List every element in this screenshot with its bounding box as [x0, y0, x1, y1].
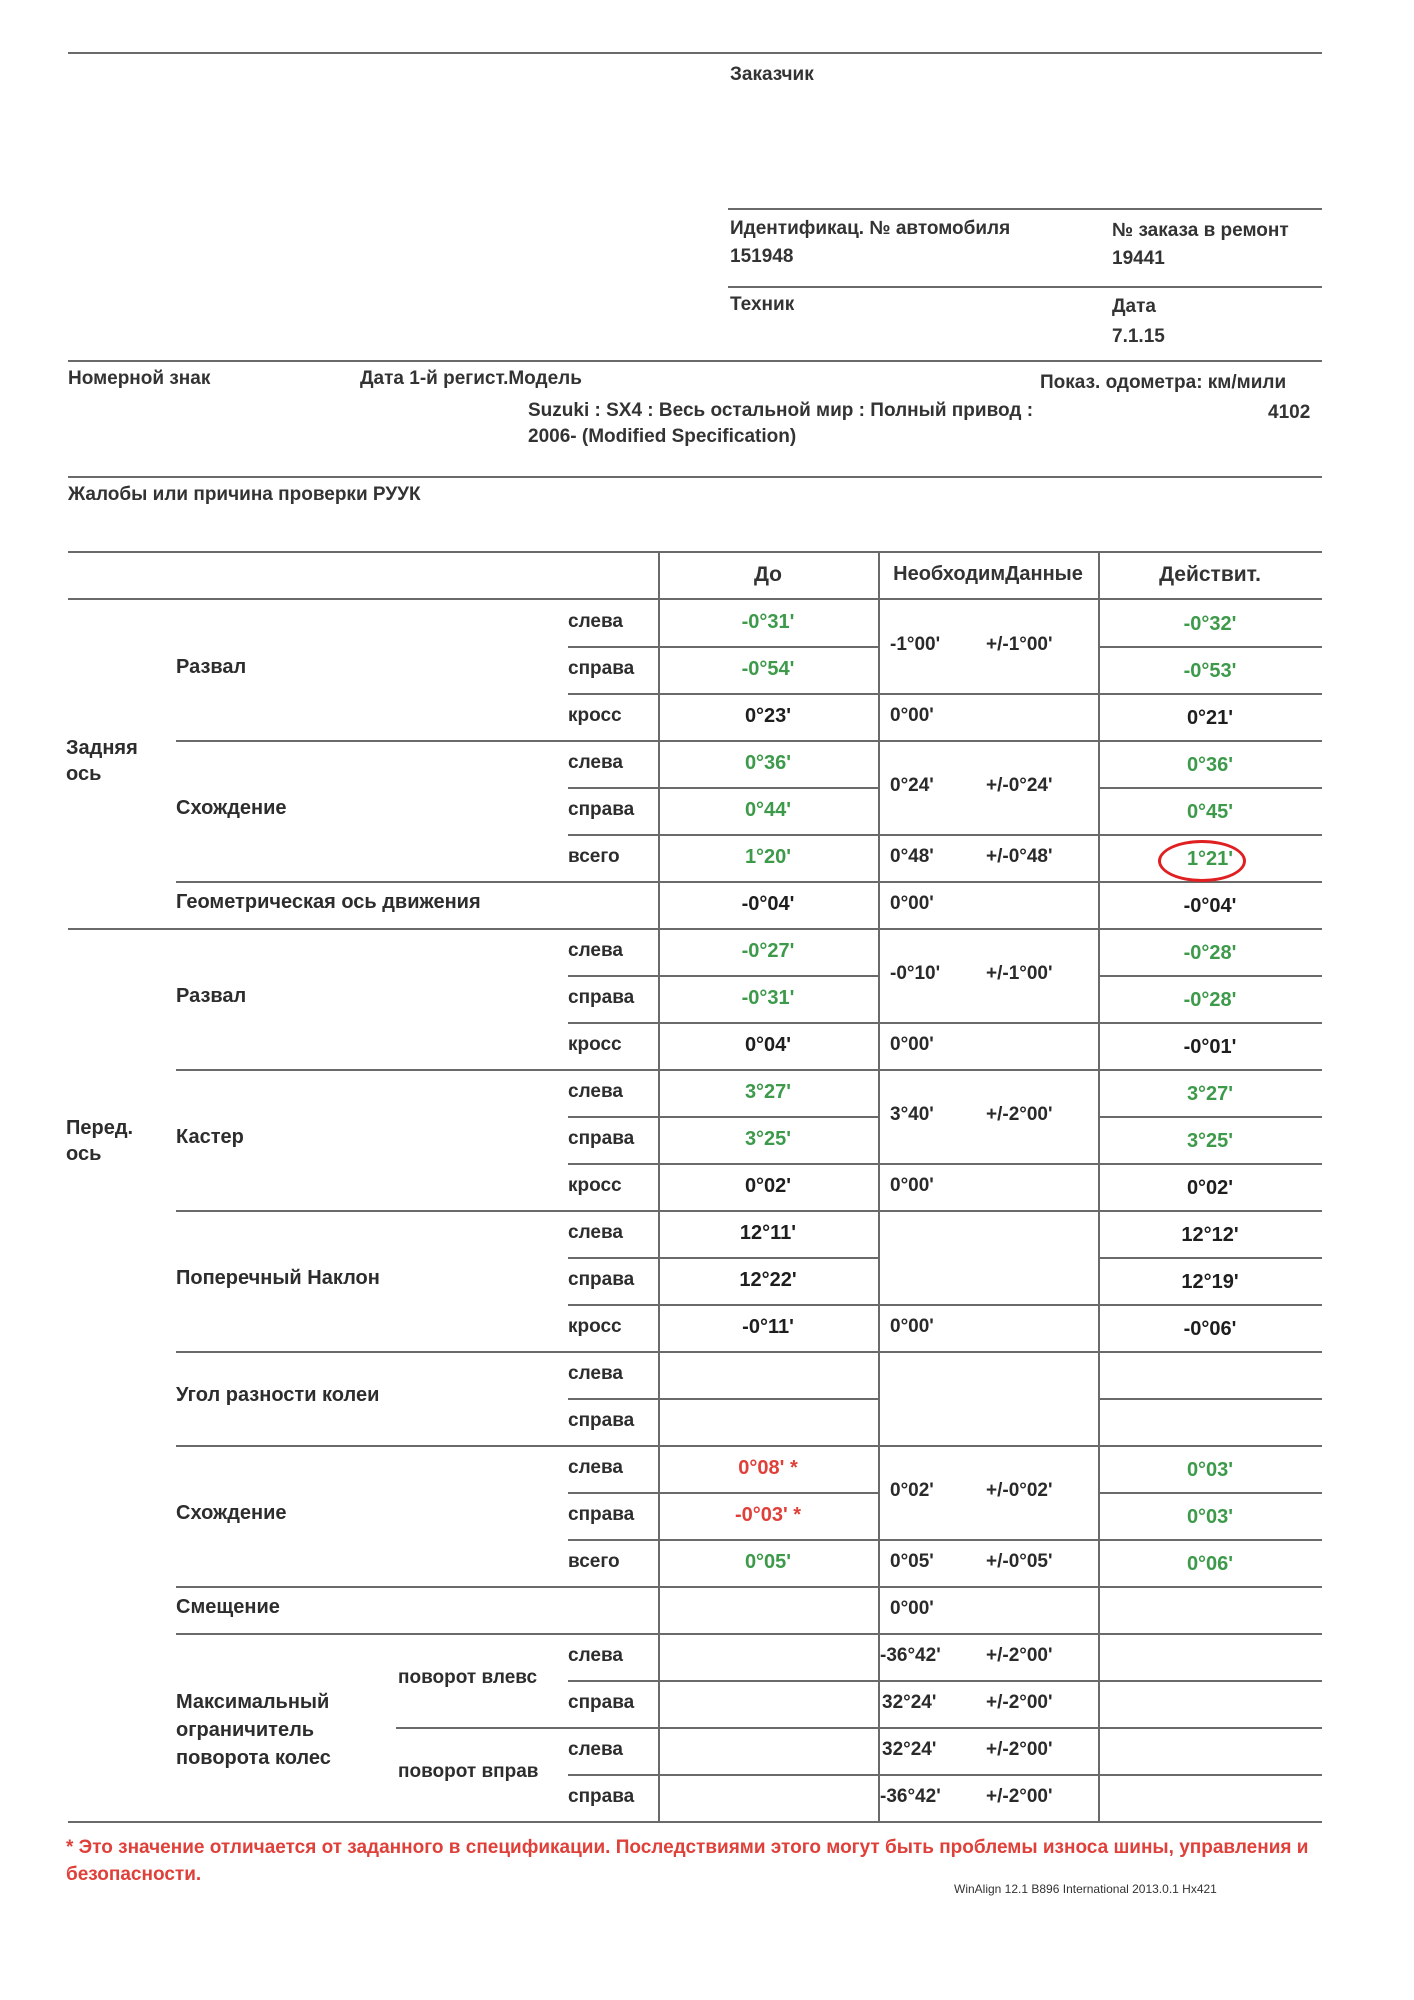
spec-nominal: 0°00'	[890, 705, 934, 726]
spec-nominal: 0°00'	[890, 893, 934, 914]
side-label: справа	[568, 1692, 635, 1713]
row-rule	[1098, 1492, 1322, 1494]
side-label: справа	[568, 1128, 635, 1149]
header-rule-1	[728, 208, 1322, 210]
before-value-out-of-spec: -0°03' *	[734, 1504, 802, 1526]
before-value: -0°27'	[741, 940, 795, 962]
actual-value: -0°53'	[1183, 660, 1237, 682]
side-label: справа	[568, 658, 635, 679]
spec-tolerance: +/-0°02'	[986, 1480, 1053, 1501]
before-value: 0°44'	[744, 799, 792, 821]
row-rule	[568, 1116, 878, 1118]
spec-nominal: 0°00'	[890, 1316, 934, 1337]
row-rule	[568, 787, 878, 789]
spec-nominal: 32°24'	[882, 1692, 937, 1713]
actual-value: 0°03'	[1186, 1459, 1234, 1481]
side-label: слева	[568, 1363, 623, 1384]
spec-nominal: 0°02'	[890, 1480, 934, 1501]
row-rule	[176, 740, 1322, 742]
row-rule	[176, 1445, 1322, 1447]
odometer-label: Показ. одометра: км/мили	[1040, 372, 1287, 393]
spec-nominal: -0°10'	[890, 963, 941, 984]
row-rule	[568, 1398, 878, 1400]
spec-tolerance: +/-2°00'	[986, 1645, 1053, 1666]
side-label: справа	[568, 1504, 635, 1525]
side-label: кросс	[568, 705, 622, 726]
spec-tolerance: +/-1°00'	[986, 963, 1053, 984]
header-rule-2	[728, 286, 1322, 288]
turn-right-label: поворот вправ	[398, 1761, 539, 1782]
header-rule-4	[68, 476, 1322, 478]
spec-tolerance: +/-0°48'	[986, 846, 1053, 867]
side-label: слева	[568, 611, 623, 632]
side-label: кросс	[568, 1316, 622, 1337]
actual-value: 3°27'	[1186, 1083, 1234, 1105]
header-rule-3	[68, 360, 1322, 362]
actual-value: -0°06'	[1183, 1318, 1237, 1340]
before-value: 0°05'	[744, 1551, 792, 1573]
before-value: 0°23'	[744, 705, 792, 727]
rear-axis-label: Задняя ось	[66, 737, 138, 785]
side-label: кросс	[568, 1175, 622, 1196]
col-required-header: НеобходимДанные	[893, 563, 1083, 585]
group-label: Геометрическая ось движения	[176, 891, 481, 913]
row-rule	[568, 1304, 1322, 1306]
model-line-1: Suzuki : SX4 : Весь остальной мир : Полный привод :	[528, 400, 1034, 421]
actual-value: 0°03'	[1186, 1506, 1234, 1528]
before-value: -0°04'	[741, 893, 795, 915]
odometer-value: 4102	[1268, 402, 1311, 423]
group-label: Кастер	[176, 1126, 244, 1148]
turn-left-label: поворот влевс	[398, 1667, 538, 1688]
side-label: слева	[568, 1222, 623, 1243]
group-label: Развал	[176, 985, 247, 1007]
red-circle-highlight	[1158, 840, 1246, 882]
group-label: Схождение	[176, 797, 287, 819]
side-label: слева	[568, 1739, 623, 1760]
actual-value: -0°28'	[1183, 989, 1237, 1011]
row-rule	[176, 1069, 1322, 1071]
actual-value: 0°45'	[1186, 801, 1234, 823]
order-label: № заказа в ремонт	[1112, 220, 1289, 241]
side-label: справа	[568, 1410, 635, 1431]
actual-value: 0°21'	[1186, 707, 1234, 729]
before-value: 0°36'	[744, 752, 792, 774]
side-label: слева	[568, 940, 623, 961]
actual-value: -0°01'	[1183, 1036, 1237, 1058]
row-rule	[568, 1163, 1322, 1165]
before-value: -0°31'	[741, 611, 795, 633]
customer-label: Заказчик	[730, 64, 814, 85]
row-rule	[568, 1680, 1322, 1682]
vin-value: 151948	[730, 246, 794, 267]
before-value: -0°54'	[741, 658, 795, 680]
side-label: слева	[568, 1081, 623, 1102]
spec-nominal: 0°24'	[890, 775, 934, 796]
table-bottom-rule	[68, 1821, 1322, 1823]
spec-nominal: 0°00'	[890, 1598, 934, 1619]
vin-label: Идентификац. № автомобиля	[730, 218, 1011, 239]
group-label: Поперечный Наклон	[176, 1267, 380, 1289]
spec-nominal: 0°00'	[890, 1034, 934, 1055]
spec-nominal: -1°00'	[890, 634, 941, 655]
row-rule	[568, 1257, 878, 1259]
actual-value-highlighted: 1°21'	[1186, 848, 1234, 870]
table-header-rule	[68, 598, 1322, 600]
side-label: справа	[568, 1786, 635, 1807]
spec-tolerance: +/-0°24'	[986, 775, 1053, 796]
before-value: 0°04'	[744, 1034, 792, 1056]
plate-label: Номерной знак	[68, 368, 211, 389]
row-rule	[176, 1351, 1322, 1353]
side-label: справа	[568, 987, 635, 1008]
before-value: 3°25'	[744, 1128, 792, 1150]
side-label: всего	[568, 1551, 620, 1572]
date-value: 7.1.15	[1112, 326, 1165, 347]
before-value: 1°20'	[744, 846, 792, 868]
spec-nominal: 0°05'	[890, 1551, 934, 1572]
side-label: справа	[568, 1269, 635, 1290]
spec-nominal: 3°40'	[890, 1104, 934, 1125]
row-rule	[568, 646, 878, 648]
row-rule	[568, 1539, 1322, 1541]
col-actual-header: Действит.	[1159, 563, 1261, 586]
model-line-2: 2006- (Modified Specification)	[528, 426, 797, 447]
col-before-header: До	[753, 563, 783, 586]
actual-value: -0°32'	[1183, 613, 1237, 635]
row-rule	[568, 834, 1322, 836]
row-rule	[568, 693, 1322, 695]
top-rule	[68, 52, 1322, 54]
spec-nominal: 0°00'	[890, 1175, 934, 1196]
before-value: 12°22'	[739, 1269, 797, 1291]
side-label: справа	[568, 799, 635, 820]
before-value: -0°11'	[742, 1316, 794, 1338]
row-rule	[1098, 1398, 1322, 1400]
spec-tolerance: +/-2°00'	[986, 1692, 1053, 1713]
row-rule	[176, 881, 1322, 883]
software-version: WinAlign 12.1 B896 International 2013.0.1 Hx421	[954, 1882, 1217, 1896]
before-value: 0°02'	[744, 1175, 792, 1197]
group-label: Развал	[176, 656, 247, 678]
group-label: Схождение	[176, 1502, 287, 1524]
row-rule	[176, 1586, 1322, 1588]
actual-value: -0°28'	[1183, 942, 1237, 964]
actual-value: 0°02'	[1186, 1177, 1234, 1199]
spec-nominal: 32°24'	[882, 1739, 937, 1760]
side-label: слева	[568, 752, 623, 773]
spec-tolerance: +/-2°00'	[986, 1739, 1053, 1760]
complaint-label: Жалобы или причина проверки РУУК	[68, 484, 421, 505]
row-rule	[568, 1022, 1322, 1024]
row-rule	[1098, 1116, 1322, 1118]
max-limiter-label: Максимальный ограничитель поворота колес	[176, 1691, 331, 1769]
row-rule	[1098, 1257, 1322, 1259]
before-value: -0°31'	[741, 987, 795, 1009]
actual-value: 12°12'	[1181, 1224, 1239, 1246]
actual-value: 3°25'	[1186, 1130, 1234, 1152]
before-value: 3°27'	[744, 1081, 792, 1103]
group-label: Угол разности колеи	[176, 1384, 380, 1406]
axis-rule	[68, 928, 1322, 930]
reg-model-label: Дата 1-й регист.Модель	[360, 368, 582, 389]
spec-tolerance: +/-0°05'	[986, 1551, 1053, 1572]
table-top-rule	[68, 551, 1322, 553]
before-value: 12°11'	[739, 1222, 797, 1244]
row-rule	[176, 1210, 1322, 1212]
order-value: 19441	[1112, 248, 1165, 269]
side-label: слева	[568, 1457, 623, 1478]
col-divider-2	[878, 552, 880, 1822]
spec-tolerance: +/-2°00'	[986, 1104, 1053, 1125]
side-label: всего	[568, 846, 620, 867]
spec-nominal: -36°42'	[880, 1645, 941, 1666]
technician-label: Техник	[730, 294, 795, 315]
row-rule	[568, 1492, 878, 1494]
row-rule	[568, 975, 878, 977]
date-label: Дата	[1112, 296, 1156, 317]
spec-warning: * Это значение отличается от заданного в спецификации. Последствиями этого могут быть проблемы износа шины, управления и безопасности.	[66, 1837, 1309, 1885]
before-value-out-of-spec: 0°08' *	[738, 1457, 798, 1479]
row-rule	[1098, 975, 1322, 977]
row-rule	[396, 1727, 1322, 1729]
spec-nominal: 0°48'	[890, 846, 934, 867]
actual-value: 12°19'	[1181, 1271, 1239, 1293]
row-rule	[176, 1633, 1322, 1635]
spec-tolerance: +/-1°00'	[986, 634, 1053, 655]
spec-nominal: -36°42'	[880, 1786, 941, 1807]
actual-value: 0°36'	[1186, 754, 1234, 776]
row-rule	[1098, 787, 1322, 789]
actual-value: -0°04'	[1183, 895, 1237, 917]
actual-value: 0°06'	[1186, 1553, 1234, 1575]
row-rule	[1098, 646, 1322, 648]
row-rule	[568, 1774, 1322, 1776]
front-axis-label: Перед. ось	[66, 1117, 134, 1165]
spec-tolerance: +/-2°00'	[986, 1786, 1053, 1807]
side-label: слева	[568, 1645, 623, 1666]
group-label: Смещение	[176, 1596, 280, 1618]
side-label: кросс	[568, 1034, 622, 1055]
